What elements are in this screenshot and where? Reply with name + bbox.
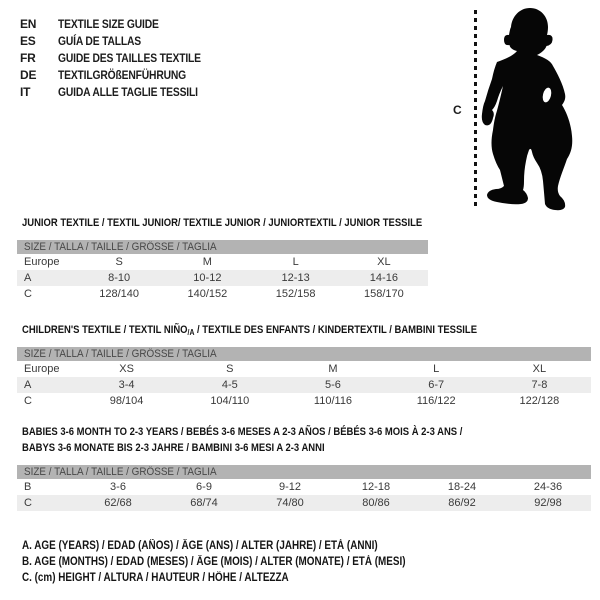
table-cell: 104/110 [210,395,250,407]
table-row [17,479,591,495]
table-cell: XL [532,363,547,375]
height-measure-label: C [453,103,462,117]
table-cell: M [202,256,212,268]
size-header-bar [17,240,428,254]
table-cell: 12-18 [361,481,391,493]
table-cell: 6-9 [196,481,212,493]
table-cell: 7-8 [531,379,548,391]
table-cell: 4-5 [221,379,238,391]
table-cell: 3-4 [118,379,135,391]
table-cell: 116/122 [416,395,456,407]
note-height-cm [22,570,468,586]
table-cell: 10-12 [193,272,222,284]
note-age-years-text: A. AGE (YEARS) / EDAD (AÑOS) / ÂGE (ANS) / ALTER (JAHRE) / ETÀ (ANNI) [22,540,378,552]
size-header-bar [17,465,591,479]
table-cell: 6-7 [428,379,445,391]
language-code: FR [20,51,36,65]
dashed-measure-line [474,10,477,208]
language-title-block [20,16,224,101]
language-label: GUÍA DE TALLAS [58,34,142,48]
language-code: EN [20,17,37,31]
babies-table-rows [17,479,591,511]
language-row-es [20,33,224,50]
junior-table-rows [17,254,428,302]
babies-table-title-line1: BABIES 3-6 MONTH TO 2-3 YEARS / BEBÉS 3-6 MESES A 2-3 AÑOS / BÉBÉS 3-6 MOIS À 2-3 ANS / [22,426,463,438]
language-row-fr [20,50,224,67]
table-cell: S [115,256,123,268]
children-table-rows [17,361,591,409]
size-header-label: SIZE / TALLA / TAILLE / GRÖSSE / TAGLIA [24,348,217,360]
size-header-label: SIZE / TALLA / TAILLE / GRÖSSE / TAGLIA [24,466,217,478]
table-row [17,254,428,270]
table-cell: 8-10 [108,272,131,284]
table-row [17,286,428,302]
table-cell: 152/158 [275,288,316,300]
table-cell: 110/116 [313,395,353,407]
row-label: C [24,395,32,407]
table-cell: 128/140 [99,288,139,300]
size-header-bar [17,347,591,361]
note-age-years [22,538,468,554]
table-cell: 3-6 [110,481,126,493]
children-title-sub: /A [187,328,195,337]
note-height-cm-text: C. (cm) HEIGHT / ALTURA / HAUTEUR / HÖHE / ALTEZZA [22,572,289,584]
table-cell: 24-36 [533,481,563,493]
table-row [17,393,591,409]
children-title-post: / TEXTILE DES ENFANTS / KINDERTEXTIL / BAMBINI TESSILE [194,324,478,336]
language-code: ES [20,34,36,48]
table-cell: 14-16 [369,272,398,284]
children-title-pre: CHILDREN'S TEXTILE / TEXTIL NIÑO [22,324,188,336]
language-code: DE [20,68,37,82]
note-age-months [22,554,468,570]
row-label: C [24,497,32,509]
language-row-it [20,84,224,101]
table-cell: XS [119,363,134,375]
table-cell: M [328,363,338,375]
size-header-label: SIZE / TALLA / TAILLE / GRÖSSE / TAGLIA [24,241,217,253]
table-row [17,361,591,377]
language-label: GUIDE DES TAILLES TEXTILE [58,51,201,65]
table-row [17,495,591,511]
row-label: A [24,379,32,391]
table-cell: 74/80 [276,497,304,509]
junior-table-title [22,215,487,231]
table-cell: L [433,363,440,375]
table-row [17,270,428,286]
language-label: TEXTILGRÖßENFÜHRUNG [58,68,187,82]
babies-size-table [17,465,591,511]
children-table-title [22,322,551,341]
babies-table-title-line2: BABYS 3-6 MONATE BIS 2-3 JAHRE / BAMBINI 3-6 MESI A 2-3 ANNI [22,442,325,454]
junior-table-title-text: JUNIOR TEXTILE / TEXTIL JUNIOR/ TEXTILE JUNIOR / JUNIORTEXTIL / JUNIOR TESSILE [22,217,423,229]
table-cell: S [226,363,234,375]
junior-size-table [17,240,428,302]
table-cell: 62/68 [104,497,132,509]
table-cell: 18-24 [447,481,477,493]
children-size-table [17,347,591,409]
table-cell: 140/152 [187,288,228,300]
language-code: IT [20,85,31,99]
table-cell: 92/98 [534,497,562,509]
children-table-title-text [22,322,477,341]
table-cell: 86/92 [448,497,476,509]
table-cell: L [292,256,299,268]
babies-table-title [22,424,534,456]
language-label: TEXTILE SIZE GUIDE [58,17,159,31]
note-age-months-text: B. AGE (MONTHS) / EDAD (MESES) / ÂGE (MOIS) / ALTER (MONATE) / ETÀ (MESI) [22,556,406,568]
table-row [17,377,591,393]
table-cell: 5-6 [325,379,341,391]
table-cell: 80/86 [362,497,390,509]
table-cell: 9-12 [278,481,302,493]
row-label: A [24,272,32,284]
language-label: GUIDA ALLE TAGLIE TESSILI [58,85,198,99]
toddler-silhouette-image [481,6,575,214]
language-row-de [20,67,224,84]
language-row-en [20,16,224,33]
table-cell: 122/128 [519,395,560,407]
row-label: Europe [24,363,60,375]
table-cell: 158/170 [363,288,404,300]
table-cell: 98/104 [109,395,144,407]
table-cell: 12-13 [281,272,310,284]
legend-notes [22,538,468,586]
table-cell: 68/74 [190,497,218,509]
table-cell: XL [377,256,391,268]
row-label: C [24,288,32,300]
row-label: Europe [24,256,60,268]
row-label: B [24,481,32,493]
